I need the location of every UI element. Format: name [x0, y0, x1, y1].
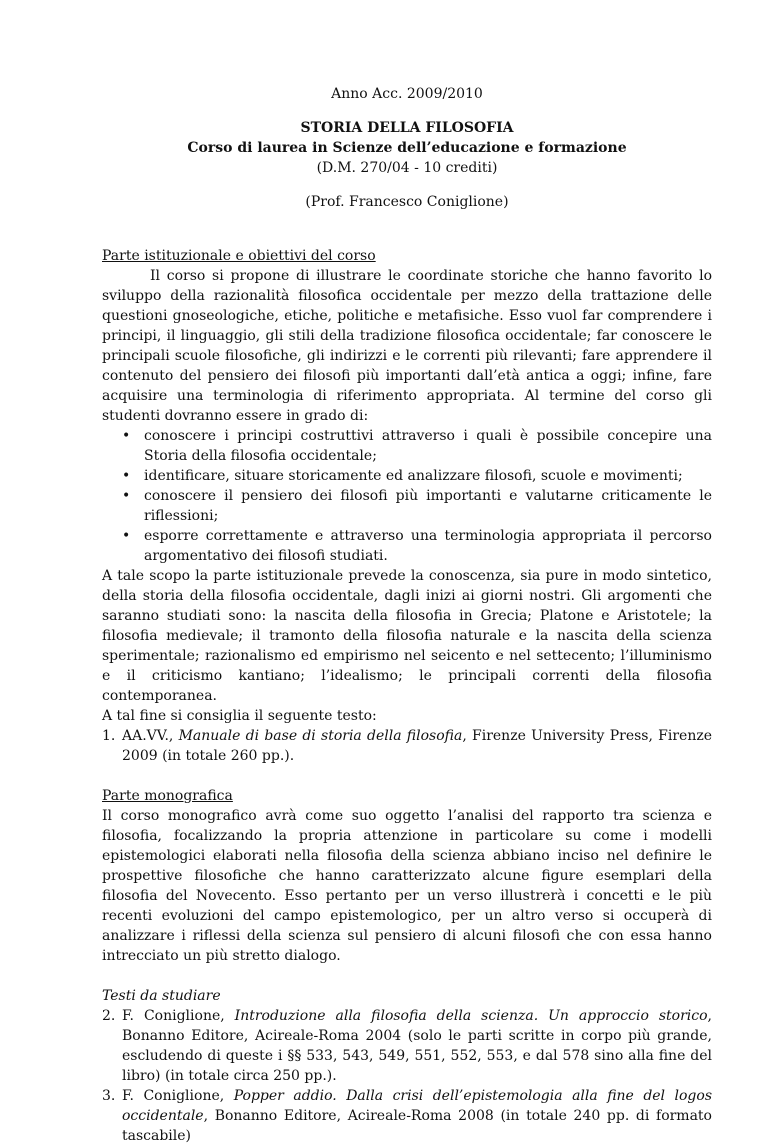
monographic-body: Il corso monografico avrà come suo oggetto l’analisi del rapporto tra scienza e filosofia, focalizzando la propria attenzione in particolare su come i modelli epistemologici elaborati nella filosofia della scienza abbiano inciso nel definire le prospettive filosofiche che hanno caratterizzato alcune figure esemplari della filosofia del Novecento. Esso pertanto per un verso illustrerà i concetti e le più recenti evoluzioni del campo epistemologico, per un altro verso si occuperà di analizzare i riflessi della scienza sul pensiero di alcuni filosofi che con essa hanno intrecciato un più stretto dialogo. [102, 808, 712, 964]
book-authors: AA.VV., [122, 728, 179, 744]
book-item [102, 1086, 712, 1146]
study-books [102, 1006, 712, 1146]
book-title: Introduzione alla filosofia della scienza. Un approccio storico [234, 1008, 708, 1024]
institutional-body: A tale scopo la parte istituzionale prevede la conoscenza, sia pure in modo sintetico, della storia della filosofia occidentale, dagli inizi ai giorni nostri. Gli argomenti che saranno studiati sono: la nascita della filosofia in Grecia; Platone e Aristotele; la filosofia medievale; il tramonto della filosofia naturale e la nascita della scienza sperimentale; razionalismo ed empirismo nel seicento e nel settecento; l’illuminismo e il criticismo kantiano; l’idealismo; le principali correnti della filosofia contemporanea. [102, 568, 712, 704]
book-number: 2. [102, 1008, 116, 1024]
book-details: , Bonanno Editore, Acireale-Roma 2008 (in totale 240 pp. di formato tascabile) [122, 1108, 712, 1144]
objective-item: • esporre correttamente e attraverso una terminologia appropriata il percorso argomentativo dei filosofi studiati. [144, 526, 712, 566]
book-item [102, 1006, 712, 1086]
book-authors: F. Coniglione, [122, 1088, 234, 1104]
objective-item: • conoscere il pensiero dei filosofi più importanti e valutarne criticamente le riflessioni; [144, 486, 712, 526]
professor-name: (Prof. Francesco Coniglione) [305, 194, 509, 210]
book-details: , Bonanno Editore, Acireale-Roma 2004 (solo le parti scritte in corpo più grande, escludendo di queste i §§ 533, 543, 549, 551, 552, 553, e dal 578 sino alla fine del libro) (in totale circa 250 pp.). [122, 1008, 712, 1084]
book-number: 3. [102, 1088, 116, 1104]
book-title: Popper addio. Dalla crisi dell’epistemologia alla fine del logos occidentale [122, 1088, 712, 1124]
book-details: , Firenze University Press, Firenze 2009 (in totale 260 pp.). [122, 728, 713, 764]
texts-heading: Testi da studiare [102, 988, 221, 1004]
book-item [102, 726, 713, 766]
objective-item: • conoscere i principi costruttivi attraverso i quali è possibile concepire una Storia della filosofia occidentale; [144, 426, 712, 466]
objective-item: • identificare, situare storicamente ed analizzare filosofi, scuole e movimenti; [144, 466, 712, 486]
book-title: Manuale di base di storia della filosofia [178, 728, 463, 744]
book-number: 1. [102, 728, 116, 744]
institutional-heading: Parte istituzionale e obiettivi del corso [102, 248, 376, 264]
course-title: STORIA DELLA FILOSOFIA [300, 120, 514, 136]
institutional-intro: Il corso si propone di illustrare le coordinate storiche che hanno favorito lo sviluppo della razionalità filosofica occidentale per mezzo della trattazione delle questioni gnoseologiche, etiche, politiche e metafisiche. Esso vuol far comprendere i principi, il linguaggio, gli stili della tradizione filosofica occidentale; far conoscere le principali scuole filosofiche, gli indirizzi e le correnti più rilevanti; fare apprendere il contenuto del pensiero dei filosofi più importanti dall’età antica a oggi; infine, fare acquisire una terminologia di riferimento appropriata. Al termine del corso gli studenti dovranno essere in grado di: [102, 268, 712, 424]
institutional-books [102, 726, 712, 766]
textbook-advice: A tal fine si consiglia il seguente testo: [102, 708, 377, 724]
title-block [102, 118, 712, 178]
academic-year: Anno Acc. 2009/2010 [331, 86, 483, 102]
document-header [102, 84, 712, 212]
degree-course: Corso di laurea in Scienze dell’educazione e formazione [187, 140, 627, 156]
objectives-list [102, 426, 712, 566]
book-authors: F. Coniglione, [122, 1008, 235, 1024]
monographic-heading: Parte monografica [102, 788, 233, 804]
decree-credits: (D.M. 270/04 - 10 crediti) [316, 160, 498, 176]
